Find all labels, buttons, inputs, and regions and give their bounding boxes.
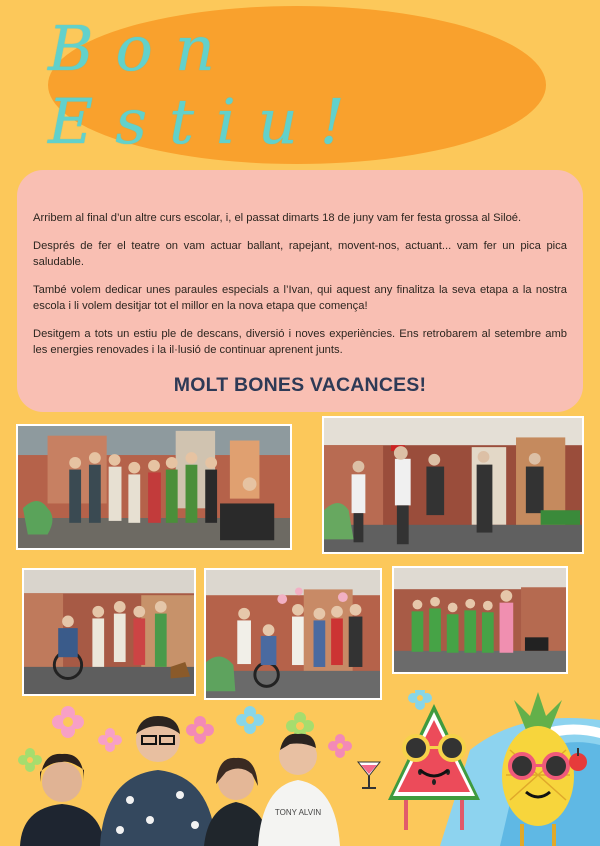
- photo-stage-rap-performance: [322, 416, 584, 554]
- photo-stage-wheelchair-dance: [22, 568, 196, 696]
- headline: MOLT BONES VACANCES!: [173, 374, 427, 396]
- paragraph-ivan: També volem dedicar unes paraules especials a l’Ivan, qui aquest any finalitza la seva etapa a la nostra escola i li volem desitjar tot el millor en la nova etapa que comença!: [33, 284, 567, 312]
- photo-stage-group-dance: [16, 424, 292, 550]
- flower-icon: [18, 690, 432, 772]
- paragraph-theatre: Després de fer el teatre on vam actuar ballant, rapejant, movent-nos, actuant... vam fer un pica pica saludable.: [33, 240, 567, 268]
- photo-stage-microphone: [392, 566, 568, 674]
- paragraph-intro: Arribem al final d’un altre curs escolar, i, el passat dimarts 18 de juny vam fer festa grossa al Siloé.: [33, 212, 522, 224]
- photo-stage-balloons: [204, 568, 382, 700]
- page-title: Bon Estiu!: [48, 12, 367, 158]
- cocktail-icon: [358, 762, 380, 789]
- bottom-decorations: [0, 690, 600, 846]
- shirt-text: TONY ALVIN: [274, 808, 322, 817]
- paragraph-wishes: Desitgem a tots un estiu ple de descans, diversió i noves experiències. Ens retrobarem al setembre amb les energies renovades i la il·lusió de continuar aprenent junts.: [33, 328, 567, 356]
